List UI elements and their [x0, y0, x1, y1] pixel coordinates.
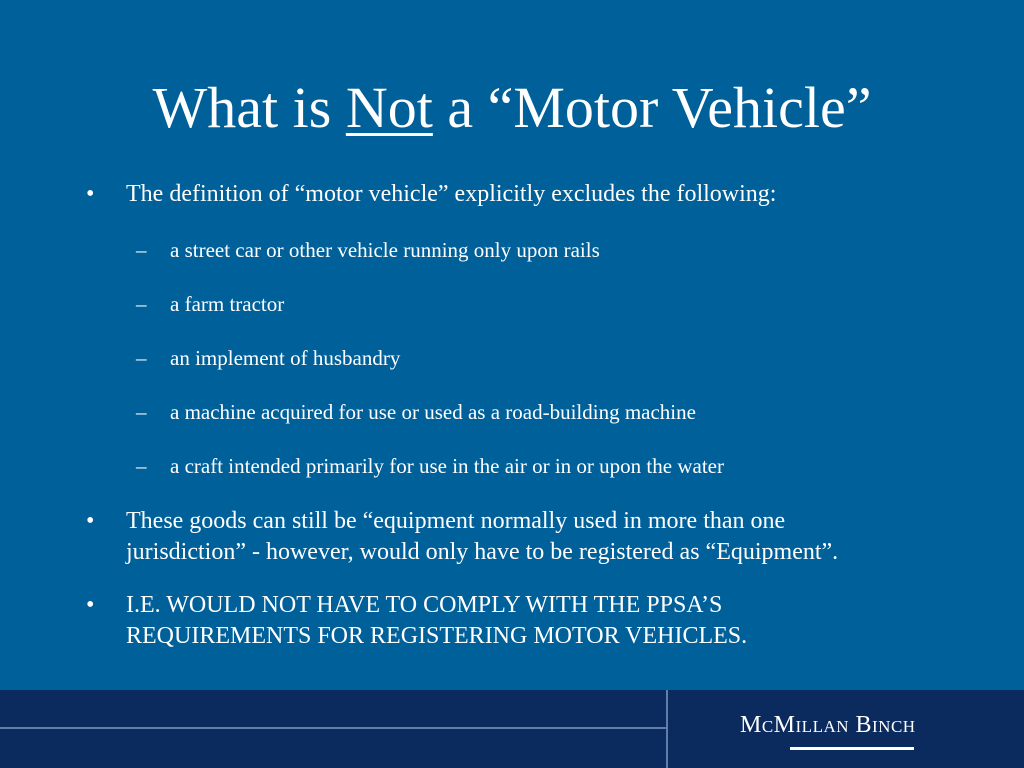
bullet-2-line-2: jurisdiction” - however, would only have to be registered as “Equipment”. — [126, 539, 839, 565]
sub-bullet-mark: – — [136, 400, 147, 424]
company-logo — [740, 712, 962, 739]
bullet-2-line-1: These goods can still be “equipment normally used in more than one — [126, 508, 786, 534]
sub-bullet-5-text: a craft intended primarily for use in the air or in or upon the water — [170, 454, 724, 478]
title-underlined-word: Not — [345, 75, 433, 140]
sub-bullet-mark: – — [136, 238, 147, 262]
sub-bullet-mark: – — [136, 454, 147, 478]
sub-bullet-mark: – — [136, 346, 147, 370]
bullet-1-text: The definition of “motor vehicle” explicitly excludes the following: — [126, 181, 777, 207]
bullet-mark: • — [86, 181, 95, 207]
sub-bullet-4-text: a machine acquired for use or used as a road-building machine — [170, 400, 696, 424]
sub-bullet-1-text: a street car or other vehicle running only upon rails — [170, 238, 600, 262]
sub-bullet-2-text: a farm tractor — [170, 292, 285, 316]
bullet-3-line-1: I.E. WOULD NOT HAVE TO COMPLY WITH THE PPSA’S — [126, 592, 723, 618]
slide-title — [0, 72, 1024, 144]
footer-divider-horizontal — [0, 727, 666, 729]
bullet-mark: • — [86, 592, 95, 618]
sub-bullet-mark: – — [136, 292, 147, 316]
logo-text: McMillan Binch — [740, 712, 916, 738]
bullet-mark: • — [86, 508, 95, 534]
logo-underline — [790, 747, 914, 750]
sub-bullet-3-text: an implement of husbandry — [170, 346, 401, 370]
title-part-1: What is — [152, 75, 346, 140]
footer-divider-vertical — [666, 690, 668, 768]
title-part-2: a “Motor Vehicle” — [432, 75, 872, 140]
bullet-3-line-2: REQUIREMENTS FOR REGISTERING MOTOR VEHICLES. — [126, 623, 748, 649]
footer-bar — [0, 690, 1024, 768]
